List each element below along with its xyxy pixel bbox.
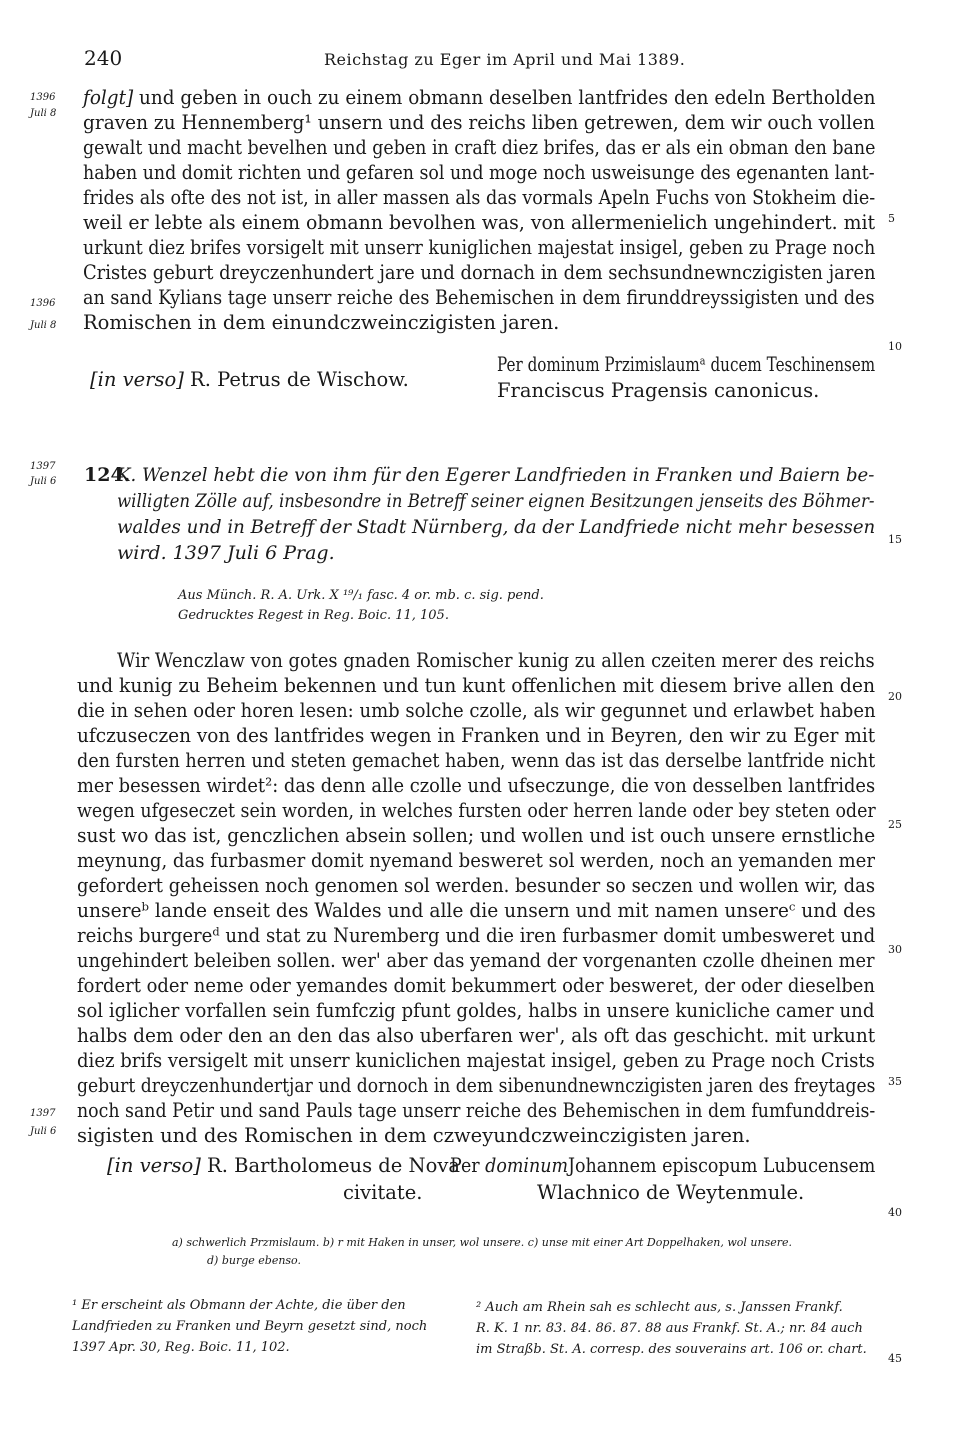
text-line: Wir Wenczlaw von gotes gnaden Romischer kunig zu allen czeiten merer des reichs — [117, 649, 875, 672]
text-line — [83, 188, 875, 208]
text-line: diez brifs versigelt mit unserr kuniclichen majestat insigel, geben zu Prage noch Crists — [77, 1049, 875, 1072]
text-line — [83, 213, 875, 233]
line-text: weil er lebte als einem obmann bevolhen was, von allermenielich ungehindert. mit — [83, 211, 876, 234]
line-number: 10 — [888, 340, 902, 353]
line-text: Romischen in dem einundczweinczigisten jaren. — [83, 311, 560, 334]
text-line: und kunig zu Beheim bekennen und tun kunt offenlichen mit diesem brive allen den — [77, 674, 876, 697]
variant-notes-2: d) burge ebenso. — [207, 1254, 301, 1267]
margin-date: Juli 8 — [30, 320, 57, 331]
verso-name: R. Bartholomeus de Nova — [200, 1154, 460, 1177]
text-line: geburt dreyczenhundertjar und dornoch in dem sibenundnewnczigisten jaren des freytages — [77, 1074, 876, 1097]
text-line: fordert oder neme oder yemandes domit bekummert oder besweret, der oder dieselben — [77, 974, 875, 997]
text-line — [83, 88, 875, 108]
doc124-chancery-note-2: Wlachnico de Weytenmule. — [537, 1181, 805, 1204]
text-line: unsereᵇ lande enseit des Waldes und alle die unsern und mit namen unsereᶜ und des — [77, 899, 876, 922]
margin-date: 1397 — [30, 1108, 56, 1119]
line-text: Cristes geburt dreyczenhundert jare und dornach in dem sechsundnewnczigisten jaren — [83, 261, 876, 284]
text-line: noch sand Petir und sand Pauls tage unserr reiche des Behemischen in dem fumfunddreis- — [77, 1099, 876, 1122]
verso-label: [in verso] — [107, 1154, 201, 1177]
verso-name: R. Petrus de Wischow. — [183, 368, 409, 391]
line-number: 15 — [888, 533, 902, 546]
text-line — [83, 138, 875, 158]
line-text: graven zu Hennemberg¹ unsern und des reichs liben getrewen, dem wir ouch vollen — [83, 111, 875, 134]
line-number: 45 — [888, 1352, 902, 1365]
regest-line: wird. 1397 Juli 6 Prag. — [117, 542, 335, 564]
doc123-verso-signature — [90, 370, 409, 390]
margin-date: 1397 — [30, 461, 56, 472]
text-line: mer besessen wirdet²: das denn alle czolle und ufseczunge, die von desselben lantfrides — [77, 774, 876, 797]
footnote-line: ¹ Er erscheint als Obmann der Achte, die über den — [72, 1298, 406, 1313]
text-line: wegen ufgeseczet sein worden, in welches fursten oder herren lande oder bey steten oder — [77, 799, 876, 822]
source-printed-regest: Gedrucktes Regest in Reg. Boic. 11, 105. — [178, 608, 449, 623]
line-number: 30 — [888, 943, 902, 956]
margin-date: 1396 — [30, 298, 56, 309]
margin-date: Juli 8 — [30, 108, 57, 119]
text-line — [83, 288, 875, 308]
margin-date: 1396 — [30, 92, 56, 103]
text-line: reichs burgereᵈ und stat zu Nuremberg und die iren furbasmer domit umbesweret und — [77, 924, 876, 947]
margin-date: Juli 6 — [30, 476, 57, 487]
line-number: 25 — [888, 818, 902, 831]
text-line: die in sehen oder horen lesen: umb solche czolle, als wir gegunnet und erlawbet haben — [77, 699, 876, 722]
text-line: meynung, das furbasmer domit nyemand besweret sol werden, noch an yemanden mer — [77, 849, 875, 872]
verso-label: [in verso] — [90, 368, 184, 391]
italic-lemma: folgt] — [83, 86, 134, 109]
document-number: 124. — [84, 464, 131, 486]
line-text: frides als ofte des not ist, in aller massen als das vormals Apeln Fuchs von Stokheim die- — [83, 186, 876, 209]
line-text: gewalt und macht bevelhen und geben in craft diez brifes, das er als ein obman den bane — [83, 136, 876, 159]
line-number: 20 — [888, 690, 902, 703]
line-text: haben und domit richten und gefaren sol und moge noch usweisunge des egenanten lant- — [83, 161, 875, 184]
margin-date: Juli 6 — [30, 1126, 57, 1137]
doc123-chancery-note-1: Per dominum Przimislaumᵃ ducem Teschinensem — [497, 353, 876, 376]
line-text: und geben in ouch zu einem obmann deselben lantfrides den edeln Bertholden — [133, 86, 876, 109]
regest-line: willigten Zölle auf, insbesondre in Betreff seiner eignen Besitzungen jenseits des Böhmer- — [117, 490, 875, 512]
line-text: an sand Kylians tage unserr reiche des Behemischen in dem firunddreyssigisten und des — [83, 286, 875, 309]
footnote-line: R. K. 1 nr. 83. 84. 86. 87. 88 aus Frankf. St. A.; nr. 84 auch — [476, 1321, 863, 1336]
line-number: 5 — [888, 212, 895, 225]
doc123-chancery-note-2: Franciscus Pragensis canonicus. — [497, 379, 820, 402]
footnote-line: im Straßb. St. A. corresp. des souverains art. 106 or. chart. — [476, 1342, 867, 1357]
text-line: sol iglicher vorfallen sein fumfczig pfunt goldes, halbs in unsere kunicliche camer und — [77, 999, 875, 1022]
line-number: 35 — [888, 1075, 902, 1088]
variant-notes-1: a) schwerlich Przmislaum. b) r mit Haken in unser, wol unsere. c) unse mit einer Art Doppelhaken, wol unsere. — [172, 1236, 793, 1249]
doc124-verso-signature-cont: civitate. — [343, 1181, 423, 1204]
text-line — [83, 238, 875, 258]
text-line: ufczuseczen von des lantfrides wegen in Franken und in Beyren, den wir zu Eger mit — [77, 724, 876, 747]
line-text: urkunt diez brifes vorsigelt mit unserr kuniglichen majestat insigel, geben zu Prage noch — [83, 236, 876, 259]
footnote-line: ² Auch am Rhein sah es schlecht aus, s. Janssen Frankf. — [476, 1300, 843, 1315]
text-line: den fursten herren und steten gemachet haben, wenn das ist das derselbe lantfride nicht — [77, 749, 876, 772]
text-line — [83, 113, 875, 133]
running-title: Reichstag zu Eger im April und Mai 1389. — [324, 50, 686, 69]
text-line: sigisten und des Romischen in dem czweyundczweinczigisten jaren. — [77, 1124, 751, 1147]
doc124-chancery-note-1: Per dominumJohannem episcopum Lubucensem — [450, 1154, 876, 1177]
text-line — [83, 313, 559, 333]
doc124-verso-signature — [107, 1156, 460, 1176]
page-number: 240 — [84, 46, 123, 70]
text-line: sust wo das ist, genczlichen absein sollen; und wollen und ist ouch unsere ernstliche — [77, 824, 876, 847]
text-line: ungehindert beleiben sollen. wer' aber das yemand der vorgenanten czolle dheinen mer — [77, 949, 875, 972]
text-line — [83, 263, 875, 283]
footnote-line: 1397 Apr. 30, Reg. Boic. 11, 102. — [72, 1340, 290, 1355]
line-number: 40 — [888, 1206, 902, 1219]
source-archive: Aus Münch. R. A. Urk. X ¹⁹/₁ fasc. 4 or. mb. c. sig. pend. — [178, 588, 544, 603]
text-line: gefordert geheissen noch genomen sol werden. besunder so seczen und wollen wir, das — [77, 874, 876, 897]
regest-line: waldes und in Betreff der Stadt Nürnberg, da der Landfriede nicht mehr besessen — [117, 516, 876, 538]
text-line: halbs dem oder den an den das also uberfaren wer', als oft das geschicht. mit urkunt — [77, 1024, 876, 1047]
footnote-line: Landfrieden zu Franken und Beyrn gesetzt sind, noch — [72, 1319, 428, 1334]
regest-line: K. Wenzel hebt die von ihm für den Egerer Landfrieden in Franken und Baiern be- — [117, 464, 875, 486]
text-line — [83, 163, 875, 183]
